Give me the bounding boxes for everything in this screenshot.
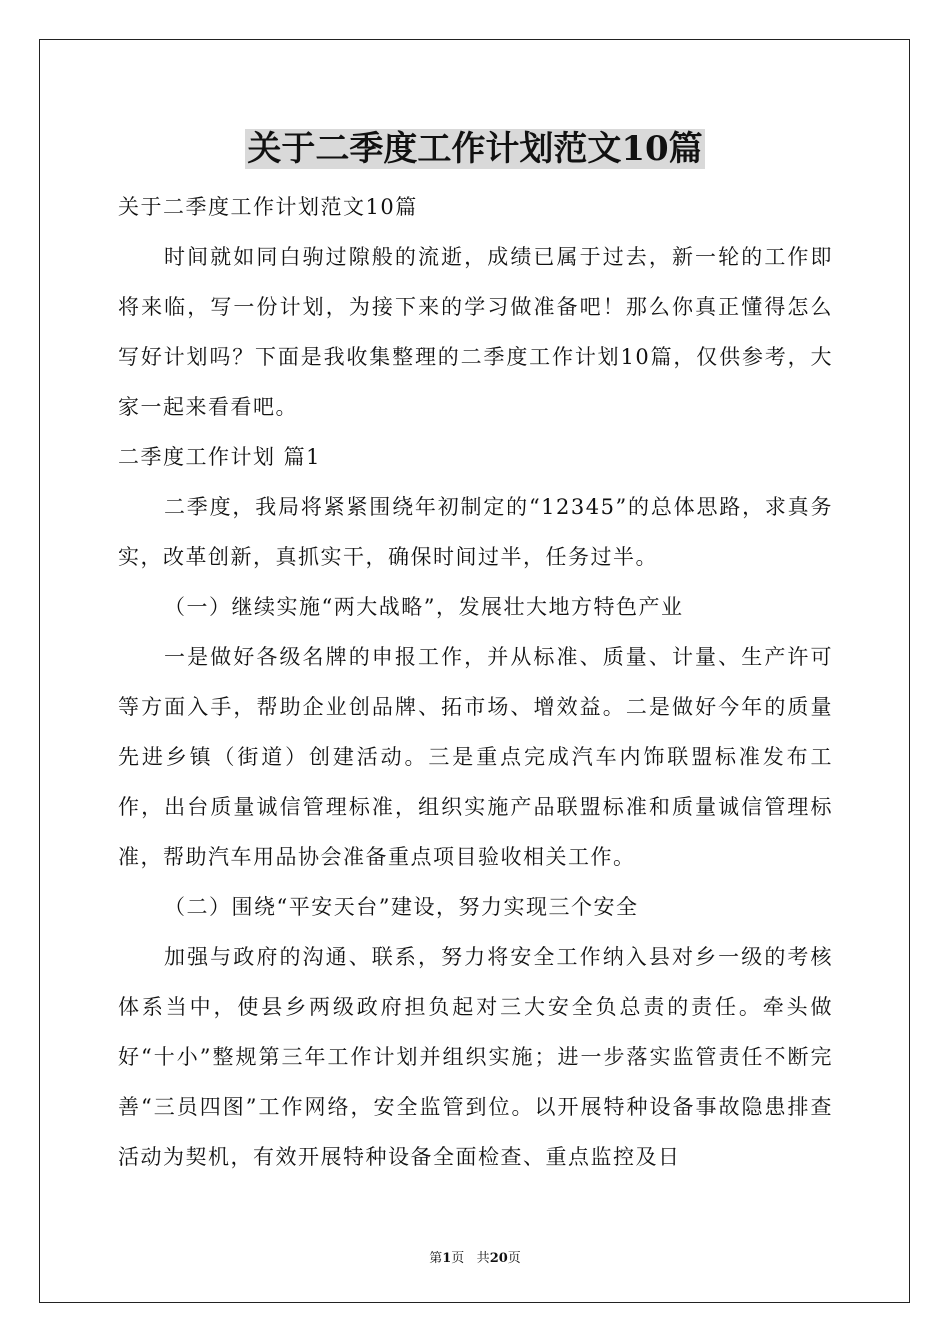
paragraph-intro: 时间就如同白驹过隙般的流逝，成绩已属于过去，新一轮的工作即将来临，写一份计划，为接下来的学习做准备吧！那么你真正懂得怎么写好计划吗？下面是我收集整理的二季度工作计划10篇，仅供参考，大家一起来看看吧。 <box>118 245 833 419</box>
total-prefix: 共 <box>476 1251 490 1266</box>
total-unit: 页 <box>507 1251 521 1266</box>
paragraph-brand-work: 一是做好各级名牌的申报工作，并从标准、质量、计量、生产许可等方面入手，帮助企业创品牌、拓市场、增效益。二是做好今年的质量先进乡镇（街道）创建活动。三是重点完成汽车内饰联盟标准发布工作，出台质量诚信管理标准，组织实施产品联盟标准和质量诚信管理标准，帮助汽车用品协会准备重点项目验收相关工作。 <box>118 645 833 869</box>
page-unit: 页 <box>451 1251 465 1266</box>
page-current: 1 <box>442 1251 452 1266</box>
subsection-heading-2: （二）围绕“平安天台”建设，努力实现三个安全 <box>164 895 639 919</box>
paragraph-subtitle: 关于二季度工作计划范文10篇 <box>118 195 418 219</box>
document-title-text: 关于二季度工作计划范文10篇 <box>247 129 703 169</box>
section-heading-1: 二季度工作计划 篇1 <box>118 445 322 469</box>
subsection-heading-1: （一）继续实施“两大战略”，发展壮大地方特色产业 <box>164 595 684 619</box>
paragraph-overview: 二季度，我局将紧紧围绕年初制定的“12345”的总体思路，求真务实，改革创新，真抓实干，确保时间过半，任务过半。 <box>118 495 833 569</box>
page-prefix: 第 <box>429 1251 443 1266</box>
page-total: 20 <box>489 1251 508 1266</box>
page-footer <box>0 1247 950 1266</box>
paragraph-safety-work: 加强与政府的沟通、联系，努力将安全工作纳入县对乡一级的考核体系当中，使县乡两级政府担负起对三大安全负总责的责任。牵头做好“十小”整规第三年工作计划并组织实施；进一步落实监管责任不断完善“三员四图”工作网络，安全监管到位。以开展特种设备事故隐患排查活动为契机，有效开展特种设备全面检查、重点监控及日 <box>118 945 833 1169</box>
document-title <box>0 126 950 172</box>
document-body <box>118 182 833 1182</box>
